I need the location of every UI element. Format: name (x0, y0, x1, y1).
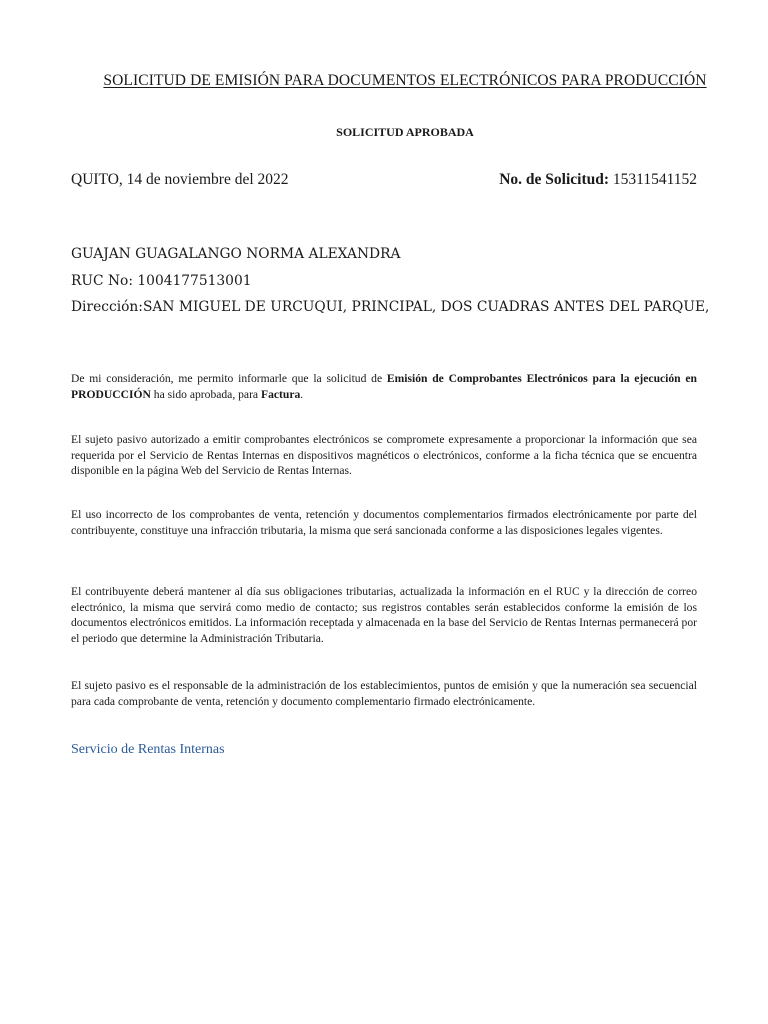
paragraph-taxpayer-duties: El contribuyente deberá mantener al día sus obligaciones tributarias, actualizada la información en el RUC y la dirección de correo electrónico, la misma que servirá como medio de contacto; sus registros contables serán establecidos conforme la emisión de los documentos electrónicos emitidos. La información receptada y almacenada en la base del Servicio de Rentas Internas permanecerá por el periodo que determine la Administración Tributaria. (71, 585, 697, 645)
paragraph-misuse: El uso incorrecto de los comprobantes de venta, retención y documentos complementarios firmados electrónicamente por parte del contribuyente, constituye una infracción tributaria, la misma que será sancionada conforme a las disposiciones legales vigentes. (71, 508, 697, 537)
ruc-label: RUC No: (71, 273, 133, 289)
ruc-value: 1004177513001 (137, 273, 252, 289)
recipient-ruc (71, 273, 252, 289)
p1-text-a: De mi consideración, me permito informarle que la solicitud de (71, 372, 387, 385)
p1-text-e: . (300, 387, 304, 401)
p1-bold-service: Emisión de Comprobantes Electrónicos para la ejecución en PRODUCCIÓN (71, 372, 697, 401)
approval-status: SOLICITUD APROBADA (336, 125, 474, 139)
signature: Servicio de Rentas Internas (71, 742, 225, 757)
recipient-name: GUAJAN GUAGALANGO NORMA ALEXANDRA (71, 246, 401, 262)
p1-text-c: ha sido aprobada, para (150, 387, 261, 401)
address-label: Dirección: (71, 299, 143, 315)
document-title (0, 72, 768, 90)
paragraph-obligation-info: El sujeto pasivo autorizado a emitir comprobantes electrónicos se compromete expresamente a proporcionar la información que sea requerida por el Servicio de Rentas Internas en dispositivos magnéticos o electrónicos, conforme a la ficha técnica que se encuentra disponible en la página Web del Servicio de Rentas Internas. (71, 433, 697, 477)
request-number-label: No. de Solicitud: (499, 171, 610, 188)
paragraph-responsibility: El sujeto pasivo es el responsable de la administración de los establecimientos, puntos de emisión y que la numeración sea secuencial para cada comprobante de venta, retención y documento complementario firmado electrónicamente. (71, 679, 697, 708)
document-title-text: SOLICITUD DE EMISIÓN PARA DOCUMENTOS ELECTRÓNICOS PARA PRODUCCIÓN (103, 72, 707, 89)
address-value: SAN MIGUEL DE URCUQUI, PRINCIPAL, DOS CUADRAS ANTES DEL PARQUE, (142, 299, 710, 315)
paragraph-approval (71, 371, 697, 402)
document-date: QUITO, 14 de noviembre del 2022 (71, 171, 289, 188)
date-row (71, 171, 697, 189)
p1-bold-doc-type: Factura (260, 387, 301, 401)
request-number: 15311541152 (612, 171, 697, 188)
request-number-block (499, 171, 697, 189)
recipient-address (71, 299, 709, 315)
